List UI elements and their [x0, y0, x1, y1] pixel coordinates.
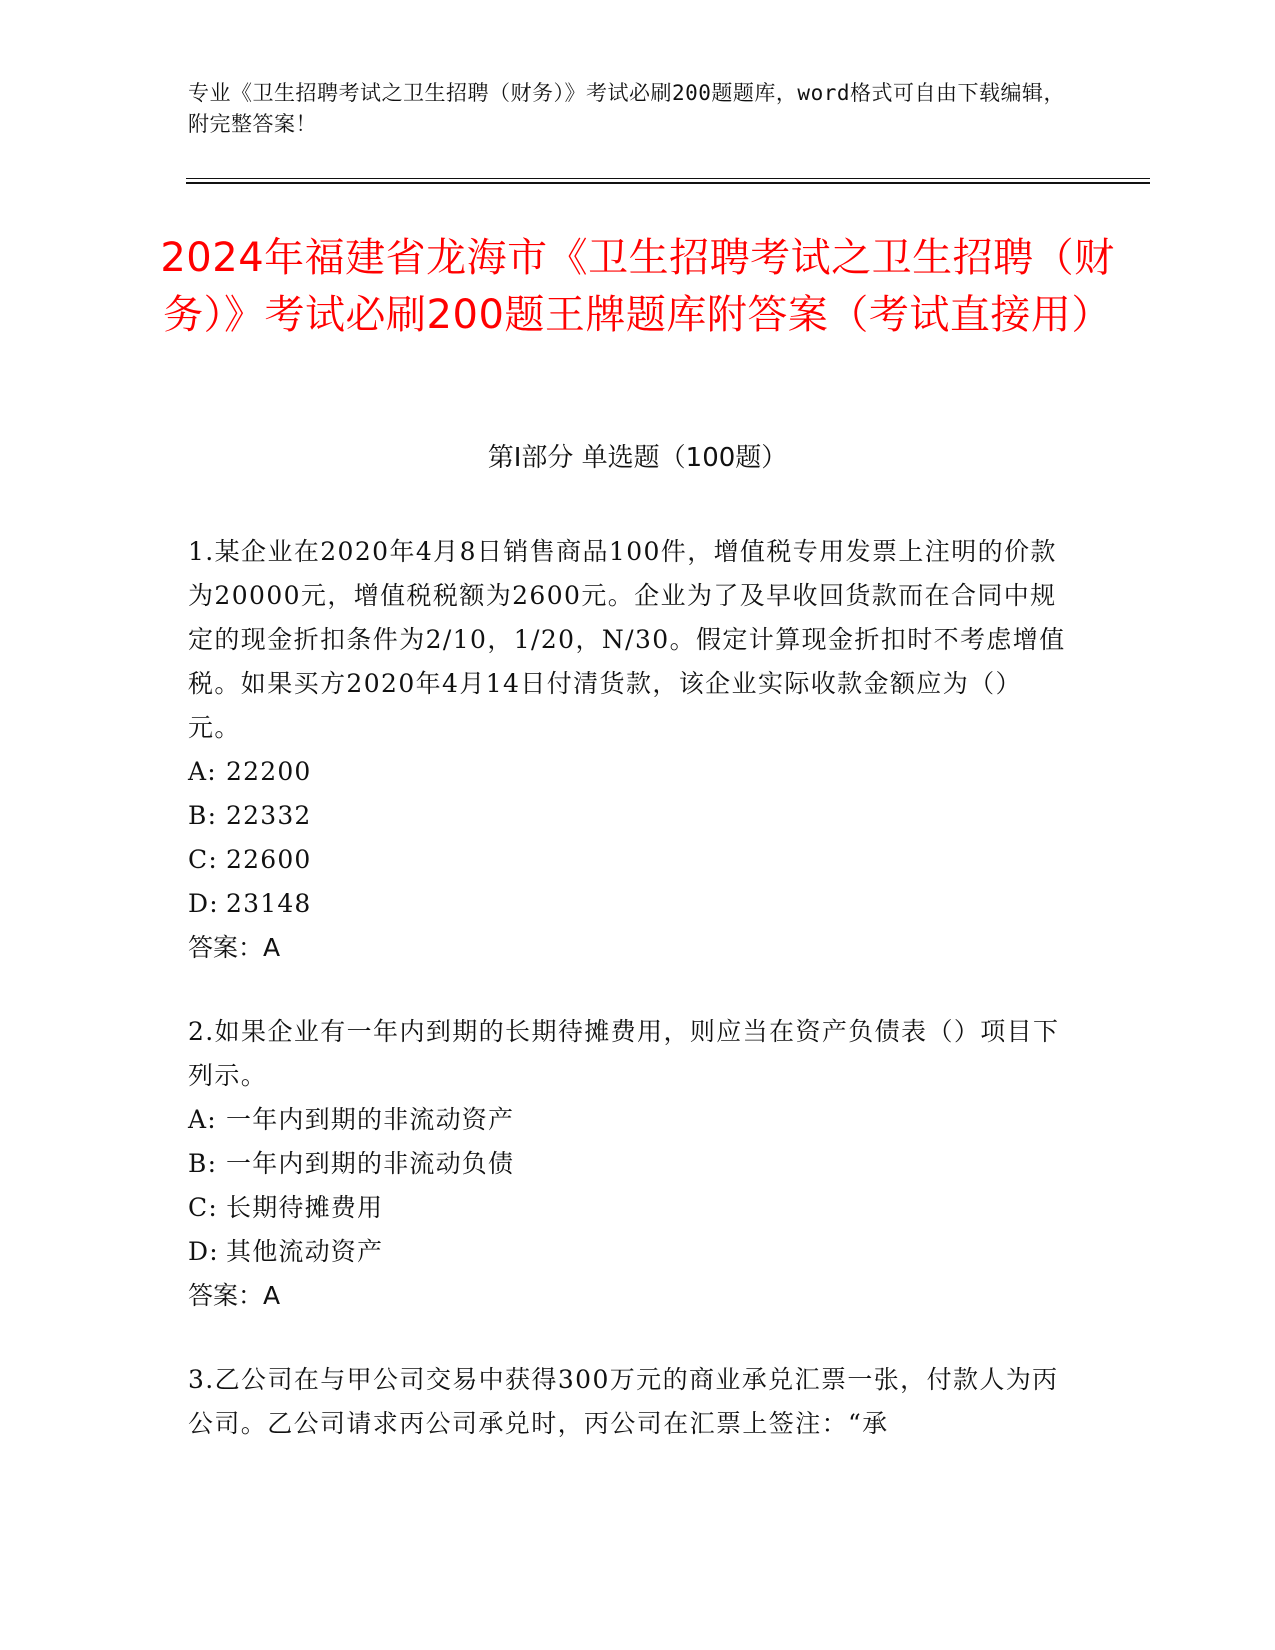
- option-text: 一年内到期的非流动资产: [226, 1105, 515, 1134]
- question-stem: 1.某企业在2020年4月8日销售商品100件，增值税专用发票上注明的价款为20000元，增值税税额为2600元。企业为了及早收回货款而在合同中规定的现金折扣条件为2/10，1/20，N/30。假定计算现金折扣时不考虑增值税。如果买方2020年4月14日付清货款，该企业实际收款金额应为（）元。: [188, 537, 1066, 742]
- option-c: [188, 1186, 1074, 1230]
- section-heading: 第I部分 单选题（100题）: [487, 443, 788, 473]
- option-text: 一年内到期的非流动负债: [226, 1149, 515, 1178]
- answer-text: 答案：A: [188, 933, 281, 962]
- option-label: C:: [188, 845, 218, 874]
- option-a: [188, 1098, 1074, 1142]
- option-label: A:: [188, 1105, 217, 1134]
- option-text: 22200: [226, 757, 312, 786]
- answer-text: 答案：A: [188, 1281, 281, 1310]
- option-label: C:: [188, 1193, 218, 1222]
- header-rule-thick: [186, 182, 1150, 184]
- option-text: 22600: [226, 845, 312, 874]
- question-2: [188, 1010, 1074, 1318]
- question-1: [188, 530, 1074, 970]
- question-list: [188, 530, 1074, 1486]
- option-label: D:: [188, 1237, 219, 1266]
- document-title: 2024年福建省龙海市《卫生招聘考试之卫生招聘（财务）》考试必刷200题王牌题库附答案（考试直接用）: [160, 235, 1115, 338]
- option-a: [188, 750, 1074, 794]
- option-text: 22332: [226, 801, 312, 830]
- option-d: [188, 1230, 1074, 1274]
- option-d: [188, 882, 1074, 926]
- question-stem: 2.如果企业有一年内到期的长期待摊费用，则应当在资产负债表（）项目下列示。: [188, 1017, 1060, 1090]
- intro-text: 专业《卫生招聘考试之卫生招聘（财务）》考试必刷200题题库，word格式可自由下载编辑，附完整答案！: [188, 81, 1065, 136]
- option-label: B:: [188, 1149, 218, 1178]
- option-c: [188, 838, 1074, 882]
- option-list: [188, 750, 1074, 926]
- option-b: [188, 1142, 1074, 1186]
- option-text: 长期待摊费用: [226, 1193, 384, 1222]
- question-3: [188, 1358, 1074, 1446]
- option-text: 其他流动资产: [226, 1237, 384, 1266]
- option-label: D:: [188, 889, 219, 918]
- question-stem: 3.乙公司在与甲公司交易中获得300万元的商业承兑汇票一张，付款人为丙公司。乙公司请求丙公司承兑时，丙公司在汇票上签注：“承: [188, 1365, 1059, 1438]
- option-label: B:: [188, 801, 218, 830]
- option-text: 23148: [226, 889, 312, 918]
- header-rule-thin: [186, 178, 1150, 179]
- option-b: [188, 794, 1074, 838]
- option-label: A:: [188, 757, 217, 786]
- option-list: [188, 1098, 1074, 1274]
